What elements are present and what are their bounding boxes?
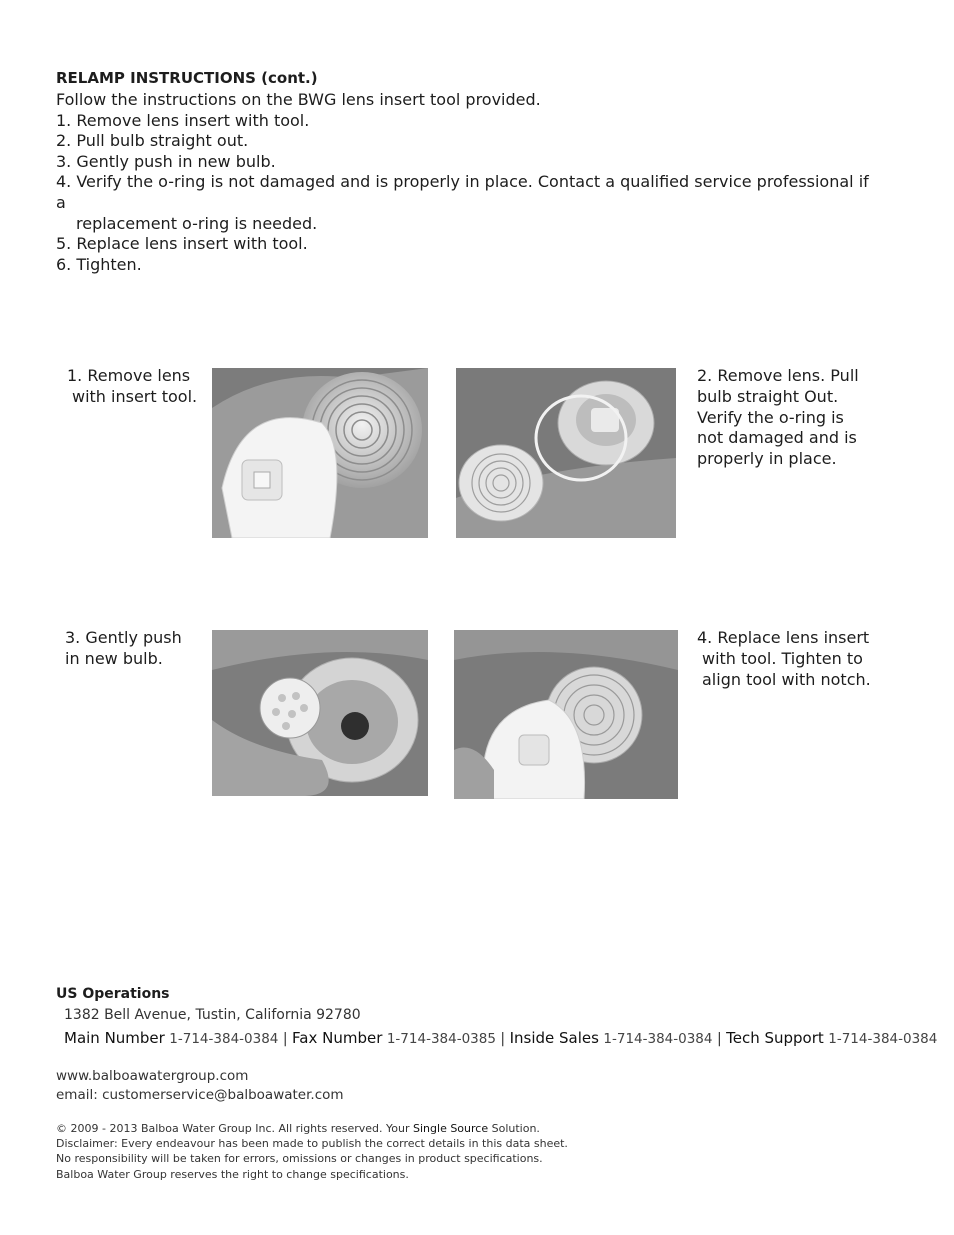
- copyright-text: Solution.: [488, 1122, 540, 1135]
- caption-line: not damaged and is: [697, 428, 857, 448]
- figure-3-caption: [65, 628, 182, 670]
- separator: |: [282, 1031, 288, 1047]
- caption-line: with insert tool.: [72, 386, 198, 406]
- footer-address: 1382 Bell Avenue, Tustin, California 92780: [64, 1007, 361, 1023]
- contact-label: Fax Number: [292, 1029, 383, 1047]
- contact-label: Tech Support: [726, 1029, 824, 1047]
- contact-label: Main Number: [64, 1029, 165, 1047]
- instruction-step: 2. Pull bulb straight out.: [56, 131, 249, 151]
- contact-number: 1-714-384-0384: [603, 1031, 713, 1047]
- lens-removal-photo: [212, 368, 428, 538]
- instruction-step: 3. Gently push in new bulb.: [56, 151, 276, 171]
- caption-line: bulb straight Out.: [697, 386, 839, 406]
- caption-line: 2. Remove lens. Pull: [697, 366, 859, 385]
- copyright-text: © 2009 - 2013 Balboa Water Group Inc. All rights reserved. Your: [56, 1122, 414, 1135]
- footer-web: [56, 1067, 344, 1105]
- instruction-step: 1. Remove lens insert with tool.: [56, 110, 310, 130]
- contact-number: 1-714-384-0385: [386, 1031, 496, 1047]
- disclaimer-line: Disclaimer: Every endeavour has been made to publish the correct details in this data sheet.: [56, 1137, 568, 1151]
- website-link[interactable]: www.balboawatergroup.com: [56, 1068, 249, 1084]
- footer-title: US Operations: [56, 986, 170, 1002]
- instructions-intro: Follow the instructions on the BWG lens insert tool provided.: [56, 90, 541, 109]
- disclaimer-line: Balboa Water Group reserves the right to change specifications.: [56, 1167, 409, 1181]
- contact-number: 1-714-384-0384: [169, 1031, 279, 1047]
- caption-line: 1. Remove lens: [67, 366, 191, 385]
- new-bulb-photo: [212, 630, 428, 796]
- caption-line: properly in place.: [697, 449, 837, 469]
- instructions-list: [56, 90, 876, 275]
- email-link[interactable]: email: customerservice@balboawater.com: [56, 1087, 344, 1103]
- figure-1-caption: [67, 366, 197, 408]
- separator: |: [500, 1031, 506, 1047]
- instruction-step: 5. Replace lens insert with tool.: [56, 234, 308, 254]
- legal-text: [56, 1121, 568, 1182]
- caption-line: 3. Gently push: [65, 628, 182, 647]
- caption-line: in new bulb.: [65, 648, 163, 668]
- disclaimer-line: No responsibility will be taken for errors, omissions or changes in product specifications.: [56, 1152, 543, 1166]
- contact-number: 1-714-384-0384: [828, 1031, 938, 1047]
- caption-line: 4. Replace lens insert: [697, 628, 870, 647]
- caption-line: with tool. Tighten to: [702, 648, 863, 668]
- caption-line: Verify the o-ring is: [697, 407, 844, 427]
- contact-label: Inside Sales: [509, 1029, 599, 1047]
- separator: |: [716, 1031, 722, 1047]
- instructions-heading: RELAMP INSTRUCTIONS (cont.): [56, 69, 318, 87]
- instruction-step: 6. Tighten.: [56, 254, 142, 274]
- bulb-removal-photo: [456, 368, 676, 538]
- brand-tagline: Single Source: [413, 1122, 489, 1135]
- copyright: [56, 1121, 568, 1136]
- caption-line: align tool with notch.: [702, 669, 871, 689]
- footer-contacts: [64, 1029, 937, 1047]
- figure-2-caption: [697, 366, 859, 470]
- instruction-step: 4. Verify the o-ring is not damaged and is properly in place. Contact a qualified service professional if a: [56, 172, 869, 212]
- lens-replace-photo: [454, 630, 678, 799]
- figure-4-caption: [697, 628, 871, 690]
- instruction-step-continuation: replacement o-ring is needed.: [76, 213, 318, 233]
